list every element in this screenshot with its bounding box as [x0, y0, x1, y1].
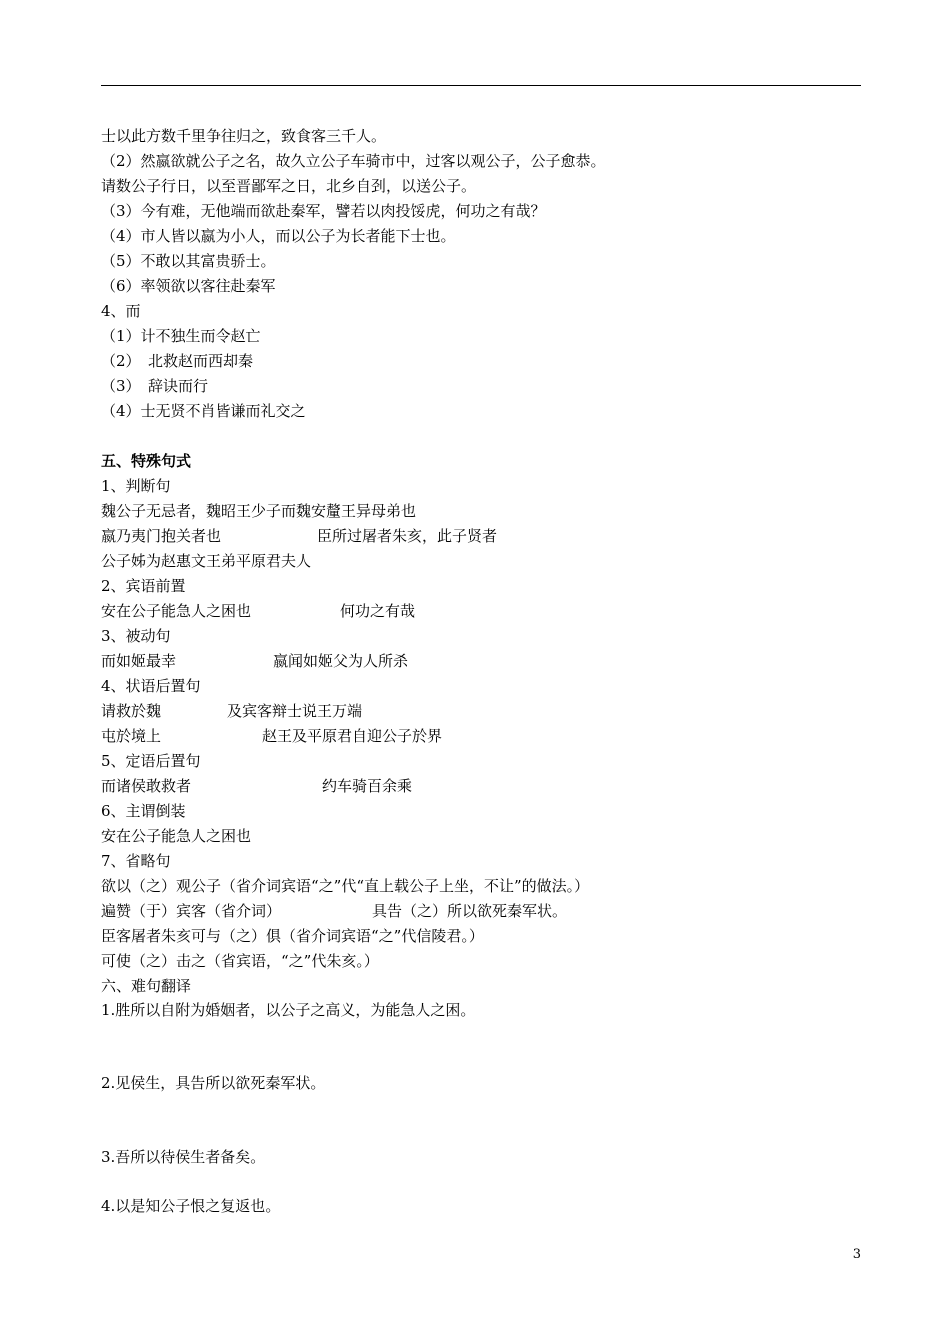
example-right: 何功之有哉	[340, 602, 416, 620]
text-line: （4）士无贤不肖皆谦而礼交之	[101, 402, 306, 420]
subsection-heading: 6、主谓倒装	[101, 802, 186, 820]
text-line	[101, 701, 363, 721]
example-left: 请救於魏	[101, 702, 162, 720]
text-line	[101, 526, 498, 546]
example-right: 赵王及平原君自迎公子於界	[262, 727, 443, 745]
section-heading: 六、难句翻译	[101, 977, 192, 995]
translation-item: 2.见侯生，具告所以欲死秦军状。	[101, 1074, 326, 1092]
text-line	[101, 726, 443, 746]
example-right: 具告（之）所以欲死秦军状。	[372, 902, 568, 920]
text-line: 可使（之）击之（省宾语，“之”代朱亥。）	[101, 952, 379, 970]
subsection-heading: 3、被动句	[101, 627, 171, 645]
text-line: 欲以（之）观公子（省介词宾语“之”代“直上载公子上坐，不让”的做法。）	[101, 877, 590, 895]
section-heading: 4、而	[101, 302, 141, 320]
text-line: 士以此方数千里争往归之，致食客三千人。	[101, 127, 387, 145]
text-line: （4）市人皆以嬴为小人，而以公子为长者能下士也。	[101, 227, 456, 245]
text-line: 公子姊为赵惠文王弟平原君夫人	[101, 552, 312, 570]
text-line	[101, 651, 409, 671]
example-right: 臣所过屠者朱亥，此子贤者	[317, 527, 498, 545]
translation-item: 3.吾所以待侯生者备矣。	[101, 1148, 266, 1166]
text-line: （1）计不独生而令赵亡	[101, 327, 261, 345]
example-left: 安在公子能急人之困也	[101, 602, 252, 620]
text-line: 臣客屠者朱亥可与（之）俱（省介词宾语“之”代信陵君。）	[101, 927, 484, 945]
text-line	[101, 776, 413, 796]
subsection-heading: 7、省略句	[101, 852, 171, 870]
header-rule	[101, 85, 861, 86]
subsection-heading: 1、判断句	[101, 477, 171, 495]
example-left: 而如姬最幸	[101, 652, 177, 670]
subsection-heading: 2、宾语前置	[101, 577, 186, 595]
text-line: 安在公子能急人之困也	[101, 827, 252, 845]
example-left: 而诸侯敢救者	[101, 777, 192, 795]
example-left: 屯於境上	[101, 727, 162, 745]
subsection-heading: 4、状语后置句	[101, 677, 201, 695]
example-left: 遍赞（于）宾客（省介词）	[101, 902, 282, 920]
example-right: 约车骑百余乘	[322, 777, 413, 795]
translation-item: 1.胜所以自附为婚姻者，以公子之高义，为能急人之困。	[101, 1001, 476, 1019]
text-line: （3） 辞诀而行	[101, 377, 209, 395]
text-line: （6）率领欲以客往赴秦军	[101, 277, 276, 295]
text-line: 请数公子行日，以至晋鄙军之日，北乡自刭，以送公子。	[101, 177, 477, 195]
text-line	[101, 901, 568, 921]
example-left: 嬴乃夷门抱关者也	[101, 527, 222, 545]
text-line: （2）然嬴欲就公子之名，故久立公子车骑市中，过客以观公子，公子愈恭。	[101, 152, 606, 170]
example-right: 及宾客辩士说王万端	[227, 702, 363, 720]
page-number: 3	[852, 1247, 861, 1262]
example-right: 嬴闻如姬父为人所杀	[273, 652, 409, 670]
text-line: 魏公子无忌者，魏昭王少子而魏安釐王异母弟也	[101, 502, 417, 520]
subsection-heading: 5、定语后置句	[101, 752, 201, 770]
text-line: （5）不敢以其富贵骄士。	[101, 252, 276, 270]
translation-item: 4.以是知公子恨之复返也。	[101, 1197, 281, 1215]
text-line	[101, 601, 416, 621]
text-line: （2） 北救赵而西却秦	[101, 352, 254, 370]
section-title: 五、特殊句式	[101, 452, 192, 470]
text-line: （3）今有难，无他端而欲赴秦军，譬若以肉投馁虎，何功之有哉？	[101, 202, 546, 220]
